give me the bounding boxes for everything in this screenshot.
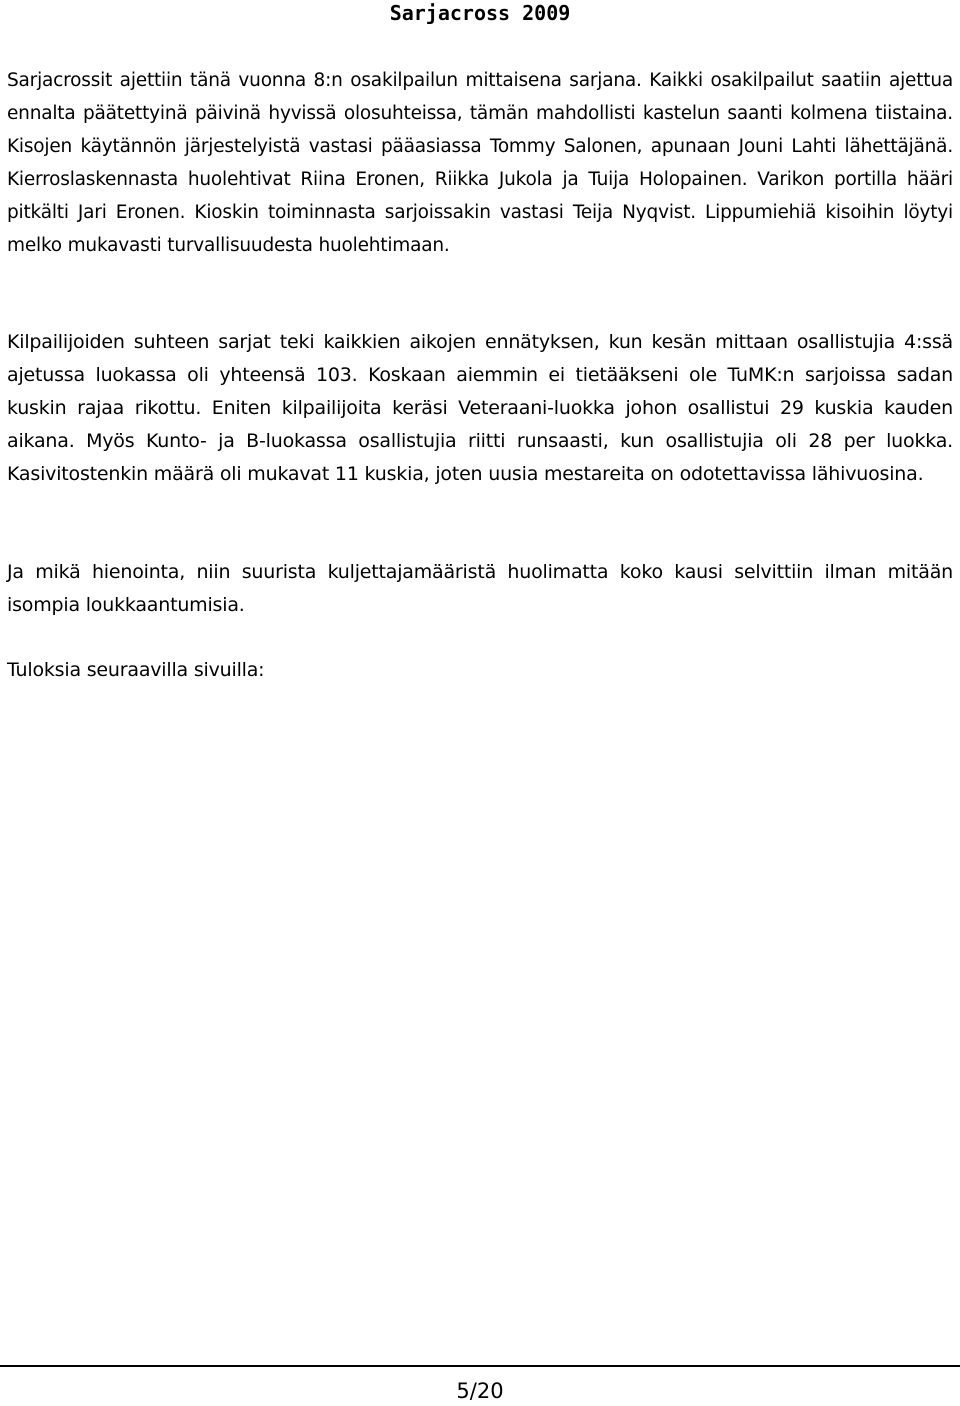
page-number: 5/20 [456, 1379, 504, 1403]
paragraph-injuries: Ja mikä hienointa, niin suurista kuljettajamääristä huolimatta koko kausi selvittiin ilman mitään isompia loukkaantumisia. [7, 561, 953, 616]
footer-divider [0, 1365, 960, 1367]
paragraph-organizers: Sarjacrossit ajettiin tänä vuonna 8:n osakilpailun mittaisena sarjana. Kaikki osakilpailut saatiin ajettua ennalta päätettyinä päivinä hyvissä olosuhteissa, tämän mahdollisti kastelun saanti kolmena tiistaina. Kisojen käytännön järjestelyistä vastasi pääasiassa Tommy Salonen, apunaan Jouni Lahti lähettäjänä. Kierroslaskennasta huolehtivat Riina Eronen, Riikka Jukola ja Tuija Holopainen. Varikon portilla hääri pitkälti Jari Eronen. Kioskin toiminnasta sarjoissakin vastasi Teija Nyqvist. Lippumiehiä kisoihin löytyi melko mukavasti turvallisuudesta huolehtimaan. [7, 70, 953, 256]
paragraph-results-intro: Tuloksia seuraavilla sivuilla: [7, 659, 265, 681]
paragraph-participants: Kilpailijoiden suhteen sarjat teki kaikkien aikojen ennätyksen, kun kesän mittaan osallistujia 4:ssä ajetussa luokassa oli yhteensä 103. Koskaan aiemmin ei tietääkseni ole TuMK:n sarjoissa sadan kuskin rajaa rikottu. Eniten kilpailijoita keräsi Veteraani-luokka johon osallistui 29 kuskia kauden aikana. Myös Kunto- ja B-luokassa osallistujia riitti runsaasti, kun osallistujia oli 28 per luokka. Kasivitostenkin määrä oli mukavat 11 kuskia, joten uusia mestareita on odotettavissa lähivuosina. [7, 331, 953, 485]
page-title: Sarjacross 2009 [389, 1, 571, 25]
